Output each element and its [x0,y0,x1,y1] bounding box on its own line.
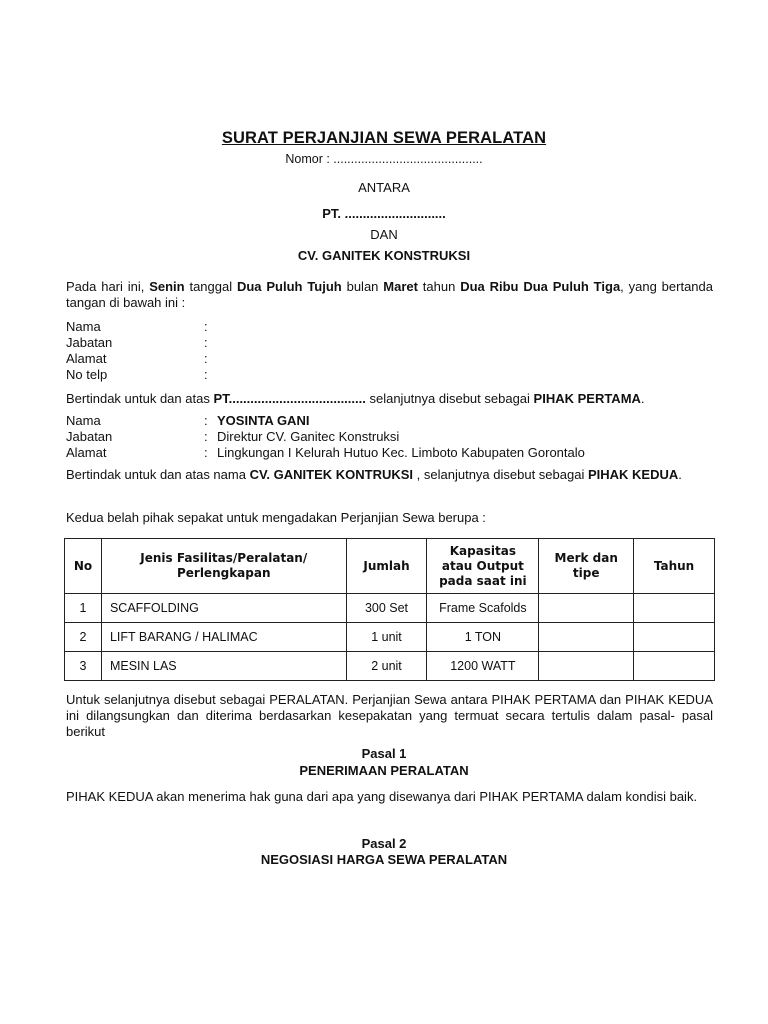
cell-no: 2 [65,623,102,652]
header-jenis [101,539,346,594]
intro-month: Maret [383,279,418,294]
cell-jumlah: 2 unit [346,652,427,681]
statement-text: , selanjutnya disebut sebagai [413,467,588,482]
header-line: Jenis Fasilitas/Peralatan/ [140,551,308,565]
cell-merk [539,594,634,623]
header-line: atau Output [441,558,524,573]
table-row [65,594,715,623]
header-tahun: Tahun [634,539,715,594]
cell-kapasitas: 1200 WATT [427,652,539,681]
header-jumlah: Jumlah [346,539,427,594]
cell-tahun [634,594,715,623]
table-header-row [65,539,715,594]
first-party-company: PT. ............................ [322,206,446,221]
pasal1-title: PENERIMAAN PERALATAN [299,763,469,778]
field-value: YOSINTA GANI [217,413,310,428]
cell-kapasitas: 1 TON [427,623,539,652]
cell-jenis: MESIN LAS [101,652,346,681]
header-line: pada saat ini [439,573,527,588]
cell-jenis: SCAFFOLDING [101,594,346,623]
agreement-intro: Kedua belah pihak sepakat untuk mengadakan Perjanjian Sewa berupa : [66,510,486,525]
header-kapasitas [427,539,539,594]
statement-role: PIHAK KEDUA [587,467,679,482]
header-line: Kapasitas [449,543,517,558]
antara-label: ANTARA [358,180,410,195]
second-party-company: CV. GANITEK KONSTRUKSI [297,248,471,263]
cell-merk [539,652,634,681]
statement-text: selanjutnya disebut sebagai [365,391,534,406]
field-value: Lingkungan I Kelurah Hutuo Kec. Limboto Kabupaten Gorontalo [217,445,585,460]
party1-statement [66,391,713,407]
field-label: Alamat [66,445,107,460]
cell-jumlah: 300 Set [346,594,427,623]
header-line: tipe [572,566,600,580]
dan-label: DAN [370,227,398,242]
intro-date: Dua Puluh Tujuh [236,279,342,294]
cell-no: 1 [65,594,102,623]
field-separator: : [204,319,208,334]
pasal1-body: PIHAK KEDUA akan menerima hak guna dari apa yang disewanya dari PIHAK PERTAMA dalam kondisi baik. [66,789,698,804]
intro-paragraph [66,279,713,311]
after-table-paragraph: Untuk selanjutnya disebut sebagai PERALATAN. Perjanjian Sewa antara PIHAK PERTAMA dan PIHAK KEDUA ini dilangsungkan dan diterima berdasarkan kesepakatan yang termuat secara tertulis dalam pasal- pasal berikut [66,692,713,739]
cell-no: 3 [65,652,102,681]
intro-text: , yang bertanda tangan di bawah ini : [66,279,713,310]
field-separator: : [204,413,208,428]
field-label: Nama [66,319,101,334]
cell-tahun [634,652,715,681]
table-row [65,652,715,681]
field-value: Direktur CV. Ganitec Konstruksi [217,429,400,444]
intro-text: bulan [341,279,384,294]
statement-role: PIHAK PERTAMA [533,391,641,406]
statement-text: . [640,391,645,406]
statement-text: Bertindak untuk dan atas [66,391,214,406]
field-separator: : [204,351,208,366]
pasal2-title: NEGOSIASI HARGA SEWA PERALATAN [260,852,508,867]
equipment-table [64,538,715,681]
field-separator: : [204,335,208,350]
cell-jenis: LIFT BARANG / HALIMAC [101,623,346,652]
statement-text: . [678,467,682,482]
cell-tahun [634,623,715,652]
intro-text: tanggal [184,279,237,294]
intro-text: Pada hari ini, [66,279,150,294]
field-label: No telp [66,367,108,382]
field-separator: : [204,429,208,444]
field-separator: : [204,367,208,382]
intro-year: Dua Ribu Dua Puluh Tiga [460,279,621,294]
pasal2-number: Pasal 2 [361,836,407,851]
statement-company: PT...................................... [213,391,366,406]
document-number: Nomor : ........................................... [285,152,483,166]
field-separator: : [204,445,208,460]
statement-text: Bertindak untuk dan atas nama [66,467,250,482]
statement-company: CV. GANITEK KONTRUKSI [249,467,414,482]
header-line: Perlengkapan [176,566,271,580]
intro-day: Senin [149,279,185,294]
cell-jumlah: 1 unit [346,623,427,652]
cell-kapasitas: Frame Scafolds [427,594,539,623]
cell-merk [539,623,634,652]
intro-text: tahun [417,279,461,294]
header-merk [539,539,634,594]
pasal1-number: Pasal 1 [361,746,407,761]
document-title: SURAT PERJANJIAN SEWA PERALATAN [221,129,547,147]
field-label: Jabatan [66,429,113,444]
table-row [65,623,715,652]
header-no: No [65,539,102,594]
header-line: Merk dan [554,551,618,565]
party2-statement [66,467,713,483]
field-label: Jabatan [66,335,113,350]
field-label: Alamat [66,351,107,366]
field-label: Nama [66,413,101,428]
